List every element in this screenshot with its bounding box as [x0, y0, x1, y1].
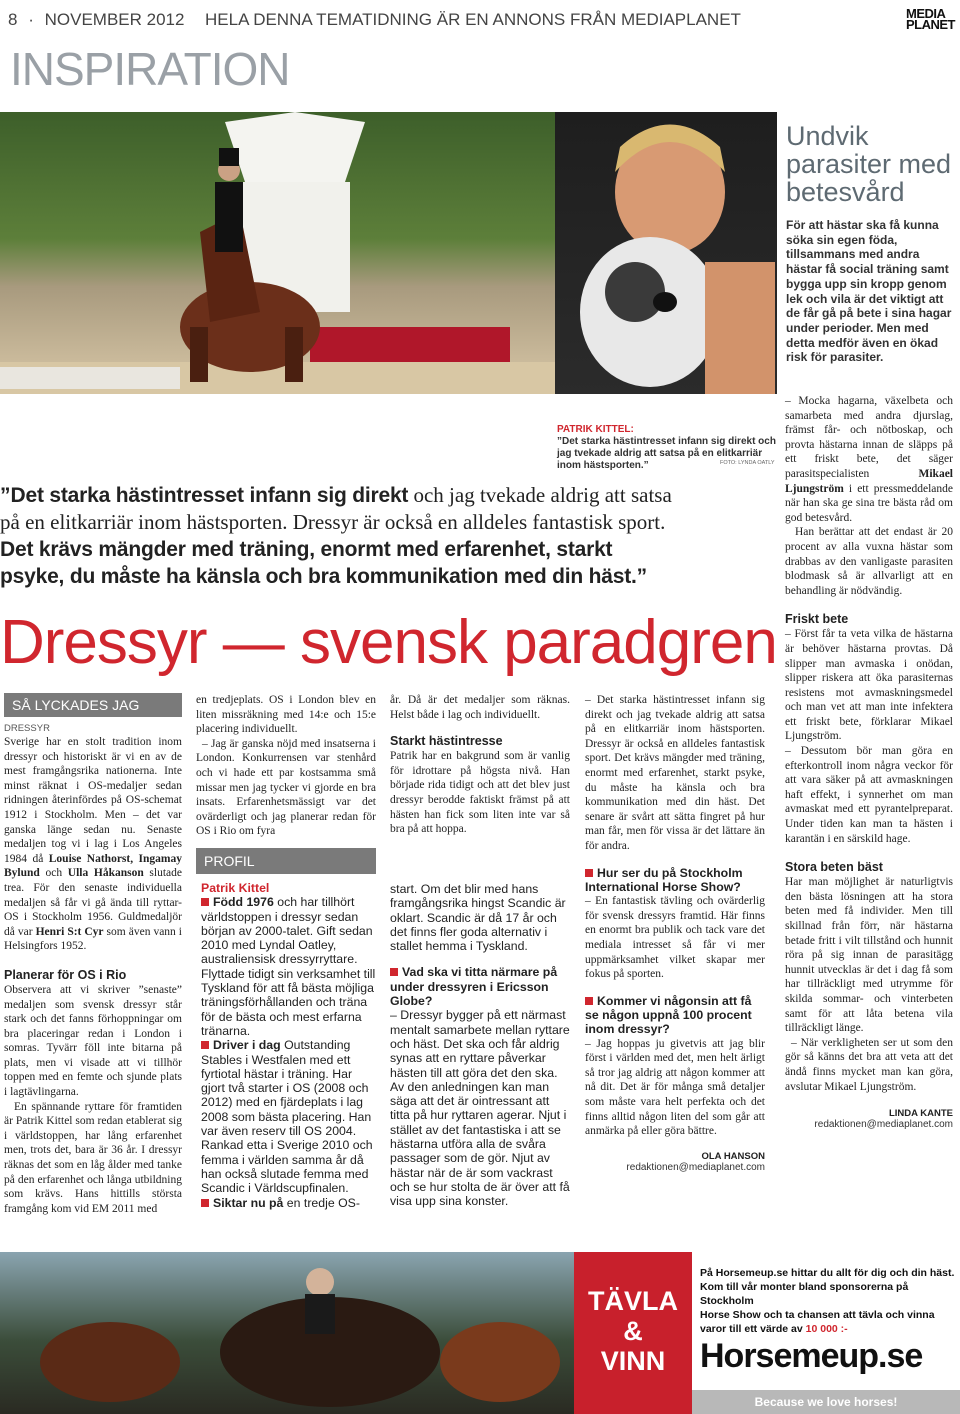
- mediaplanet-logo: MEDIA PLANET: [906, 6, 955, 32]
- profile-fact-stable: Driver i dag Outstanding Stables i Westfalen med ett fyrtiotal hästar i träning. Har gjort två starter i OS (2008 och 2012) med en fjärdeplats i lag 2008 som bästa placering. Han var även reserv till OS 2004. Rankad etta i Sverige 2010 och femma i världen samma år då han också slutade femma med Scandic i Världscupfinalen.: [201, 1038, 373, 1196]
- col3-question-1: Vad ska vi titta närmare på under dressyren i Ericsson Globe?: [390, 965, 558, 1009]
- quote-open-mark: ”: [0, 484, 11, 507]
- quote-serif-2: på en elitkarriär inom hästsporten. Dressyr är också en alldeles fantastisk sport.: [0, 510, 666, 534]
- col3-paragraph-1: år. Då är det medaljer som räknas. Helst både i lag och individuellt.: [390, 694, 570, 721]
- sidebar-lead: För att hästar ska få kunna söka sin egen föda, tillsammans med andra hästar få social träning samt bygga upp sin kropp genom lek och vila är det viktigt att de får gå på bete i sina hagar under perioder. Men med detta medför även en ökad risk för parasiter.: [786, 218, 952, 365]
- ad-slogan: Because we love horses!: [692, 1390, 960, 1414]
- col1-paragraph-1: Sverige har en stolt tradition inom dressyr och historiskt är vi en av de mest framgångsrika nationerna. Inte minst räknat i OS-medaljer sedan ridningen återinfördes på OS-schemat 1912 i Stockholm. Men – det var ganska länge sedan nu. Senaste medaljen tog vi i lag i Los Angeles 1984 då Louise Nathorst, Ingamay Bylund och Ulla Håkanson slutade trea. För den senaste individuella medaljen så får vi gå ända till ryttar-OS i Stockholm 1956. Guldmedaljör då var Henri S:t Cyr som även vann i Helsingfors 1952.: [4, 736, 182, 953]
- column-3-lower: [390, 882, 570, 1209]
- sidebar-subheading-1: Friskt bete: [785, 612, 849, 627]
- column-3: [390, 693, 570, 837]
- section-title: INSPIRATION: [10, 43, 290, 95]
- profile-name: Patrik Kittel: [201, 881, 270, 895]
- ad-vinn: VINN: [600, 1346, 666, 1376]
- tavla-vinn-box: [574, 1252, 692, 1414]
- ad-notice: HELA DENNA TEMATIDNING ÄR EN ANNONS FRÅN MEDIAPLANET: [205, 10, 741, 29]
- ad-line-2: Kom till vår monter bland sponsorerna på Stockholm: [700, 1281, 909, 1307]
- kicker: DRESSYR: [4, 723, 50, 734]
- quote-bold-3: psyke, du måste ha känsla och bra kommunikation med din häst.: [0, 565, 637, 588]
- kittel-portrait-photo: [555, 112, 777, 394]
- col4-answer-1: – En fantastisk tävling och ovärderlig för svensk dressyrs framtid. Här finns en enormt bra publik och tack vare det mediala intresset så får vi mer uppmärksamhet vilket skapar mer fokus på sporten.: [585, 895, 765, 981]
- ad-amp: &: [623, 1316, 643, 1346]
- ad-brand-logo[interactable]: Horsemeup.se: [700, 1337, 923, 1375]
- col3-answer-1: – Dressyr bygger på ett närmast mentalt samarbete mellan ryttare och häst. Det ska och får aldrig synas att en ryttare påverkar hästen till att göra det den ska. Av den anledningen kan man säga att det är ointressant att titta på hur ryttaren agerar. Njut i stället av det fantastiska i att se hästarna utföra alla de svåra passager som de gör. Njut av hästar när de är som vackrast och se hur stolta de är över att få visa upp sina konster.: [390, 1008, 570, 1209]
- ad-horse-photo: [0, 1252, 574, 1414]
- rider-photo: [0, 112, 555, 394]
- ad-line-4: varor till ett värde av 10 000 :-: [700, 1323, 848, 1335]
- col3-paragraph-3: start. Om det blir med hans framgångsrika hingst Scandic är oklart. Scandic är då 17 år och det finns fler goda alternativ i stallet hemma i Tyskland.: [390, 882, 566, 954]
- box-title: SÅ LYCKADES JAG: [12, 697, 140, 713]
- col4-question-1: Hur ser du på Stockholm International Horse Show?: [585, 865, 743, 894]
- quote-serif-1: och jag tvekade aldrig att satsa: [408, 483, 672, 507]
- col4-answer-2: – Jag hoppas ju givetvis att jag blir först i världen med det, men helt ärligt så tror jag aldrig att någon kommer att nå dit. Det är för många små detaljer som måste vara helt perfekta och det finns alltid någon liten del som går att anmärka på eller göra bättre.: [585, 1037, 765, 1138]
- col1-paragraph-3: En spännande ryttare för framtiden är Patrik Kittel som redan etablerat sig i världstoppen, har lång erfarenhet men, trots det, bara är 36 år. I dressyr räknas det som en låg ålder med tanke på den erfarenhet och långa utbildning som krävs. Hans hittills största framgång kom vid EM 2011 med: [4, 1100, 182, 1215]
- sidebar-paragraph-1: – Mocka hagarna, växelbeta och samarbeta med andra djurslag, främst får- och nötboskap, och provta hästarna innan de släpps på ett friskt bete, det säger parasitspecialisten Mikael Ljungström i ett pressmeddelande när han ska ge sina tre bästa råd om god betesvård.: [785, 395, 953, 524]
- sidebar-paragraph-6: – När verkligheten ser ut som den gör så känns det bra att veta att det ändå finns mycket man kan göra, avslutar Mikael Ljungström.: [785, 1036, 953, 1093]
- quote-bold-2: Det krävs mängder med träning, enormt med erfarenhet, starkt: [0, 538, 613, 561]
- column-4: [585, 693, 765, 1173]
- quote-bold-1: Det starka hästintresset infann sig direkt: [10, 484, 409, 507]
- col1-paragraph-2: Observera att vi skriver ”senaste” medaljen som svensk dressyr står stark och det fanns förhoppningar om bra placeringar redan i London i somras. Tyvärr föll inte bitarna på plats, men vi visade att vi tillhör toppen med en femte och sjunde plats i lagtävlingarna.: [4, 983, 182, 1099]
- quote-close-mark: ”: [636, 565, 647, 588]
- col4-question-2: Kommer vi någonsin att få se någon uppnå 100 procent inom dressyr?: [585, 993, 752, 1037]
- page-number: 8: [8, 10, 18, 29]
- ad-tavla: TÄVLA: [588, 1286, 678, 1316]
- col4-email[interactable]: redaktionen@mediaplanet.com: [626, 1161, 765, 1173]
- so-lyckades-box: [4, 693, 182, 717]
- column-2: [196, 693, 376, 839]
- profile-title: PROFIL: [204, 853, 255, 869]
- headline: Dressyr — svensk paradgren: [0, 608, 777, 677]
- rider-illustration: [0, 112, 555, 394]
- column-1: [4, 723, 182, 1216]
- caption-text: ”Det starka hästintresset infann sig direkt och jag tvekade aldrig att satsa på en elitkarriär inom hästsporten.”: [557, 436, 776, 471]
- sidebar-subheading-2: Stora beten bäst: [785, 860, 883, 875]
- ad-line-3: Horse Show och ta chansen att tävla och vinna: [700, 1309, 935, 1321]
- kittel-portrait-illustration: [555, 112, 777, 394]
- col1-subheading: Planerar för OS i Rio: [4, 967, 127, 982]
- sidebar-paragraph-2: Han berättar att det endast är 20 procent av alla vuxna hästar som drabbas av den vanligaste parasiten blodmask så är allvarligt att en behandling är nödvändig.: [785, 526, 953, 597]
- sidebar-paragraph-4: – Dessutom bör man göra en efterkontroll inom några veckor för att vara säker på att avmaskningen haft effekt, i synnerhet om man avmaskat med ett pyrantelpreparat. Under tiden kan man ta hästen i karantän i en särskild hage.: [785, 745, 953, 845]
- issue-date: NOVEMBER 2012: [44, 10, 185, 29]
- sidebar-email[interactable]: redaktionen@mediaplanet.com: [814, 1119, 953, 1131]
- caption-title: PATRIK KITTEL:: [557, 424, 634, 435]
- ad-line-1: På Horsemeup.se hittar du allt för dig och din häst.: [700, 1267, 955, 1279]
- sidebar-paragraph-5: Har man möjlighet är naturligtvis den bästa lösningen att ha stora beten med få individer. Men till skillnad från förr, när hästarna betade fritt i vilt tillstånd och hunnit röra på sig innan de parasitägg hunnit utvecklas är det i dag få som har tillräckligt med utrymme för skilda sommar- och vinterbeten samt för att låta betena vila tillräckligt länge.: [785, 876, 953, 1035]
- col4-byline: OLA HANSON: [701, 1150, 765, 1162]
- profile-content: [201, 881, 377, 1210]
- col3-subheading: Starkt hästintresse: [390, 734, 503, 749]
- ad-horses-illustration: [0, 1252, 574, 1414]
- profile-fact-goal: Siktar nu på en tredje OS-: [201, 1196, 377, 1210]
- sidebar-title: Undvik parasiter med betesvård: [786, 121, 952, 207]
- sidebar-paragraph-3: – Först får ta veta vilka de hästarna är behöver hästarna provtas. Då slipper man avmaska i onödan, slipper riskera att öka parasiternas resistens mot avmaskningsmedel och man vet att man inte infektera ett friskt bete, förklarar Mikael Ljungström.: [785, 628, 953, 743]
- profile-box: [196, 848, 376, 874]
- pull-quote: [0, 482, 760, 590]
- ad-text-area: [692, 1252, 960, 1414]
- col3-paragraph-2: Patrik har en bakgrund som är vanlig för idrottare på högsta nivå. Han började rida tidigt och att det blev just dressyr berodde faktiskt främst på att hästen han fick som liten inte var så bra på att hoppa.: [390, 750, 570, 836]
- sidebar-column: [785, 394, 953, 1130]
- page-header: 8 · NOVEMBER 2012: [8, 10, 185, 29]
- col2-paragraph-1: en tredjeplats. OS i London blev en liten missräkning med 14:e och 15:e placering individuellt.: [196, 694, 376, 736]
- col2-paragraph-2: – Jag är ganska nöjd med insatserna i London. Konkurrensen var stenhård och vi hade ett par kostsamma små missar men jag tycker vi gjorde en bra insats. Erfarenhetsmässigt var det ovärderligt och jag planerar redan för OS i Rio om fyra: [196, 737, 376, 838]
- sidebar-byline: LINDA KANTE: [888, 1108, 953, 1120]
- col4-paragraph-1: – Det starka hästintresset infann sig direkt och jag tvekade aldrig att satsa på en elitkarriär inom hästsporten. Dressyr är också en alldeles fantastisk sport. Det krävs mängder med träning, enormt med erfarenhet, starkt psyke, du måste ha känsla och bra kommunikation med din häst. Det senare är svårt att sätta fingret på hur man får, men för vissa är det lättare än för andra.: [585, 694, 765, 852]
- photo-credit: FOTO: LYNDA OATLY: [720, 460, 775, 466]
- profile-fact-born: Född 1976 och har tillhört världstoppen i dressyr sedan början av 2000-talet. Gift sedan 2010 med Lyndal Oatley, australiensisk dressyrryttare. Flyttade tidigt sin verksamhet till Tyskland för att få bästa möjliga träningsförhållanden och träna för de bästa och mest erfarna tränarna.: [201, 895, 376, 1038]
